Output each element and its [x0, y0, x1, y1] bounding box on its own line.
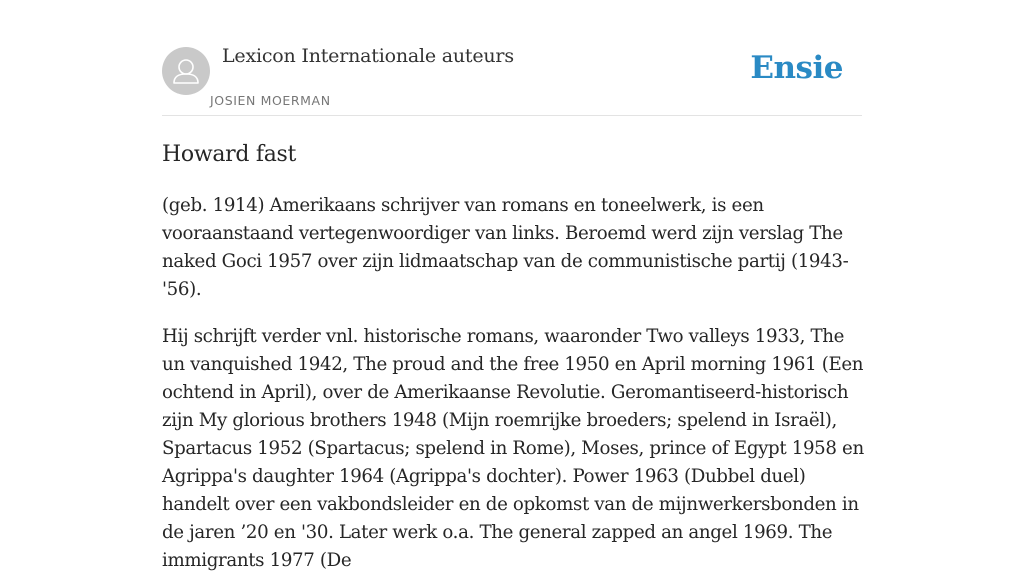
ensie-logo-link[interactable]: Ensie: [750, 50, 843, 86]
author-name-link[interactable]: JOSIEN MOERMAN: [210, 93, 331, 108]
user-silhouette-icon: [162, 47, 210, 95]
article-title: Howard fast: [162, 142, 297, 167]
article-paragraph-2: Hij schrijft verder vnl. historische romans, waaronder Two valleys 1933, The un vanquished 1942, The proud and the free 1950 en April morning 1961 (Een ochtend in April), over de Amerikaanse Revolutie. Geromantiseerd-historisch zijn My glorious brothers 1948 (Mijn roemrijke broeders; spelend in Israël), Spartacus 1952 (Spartacus; spelend in Rome), Moses, prince of Egypt 1958 en Agrippa's daughter 1964 (Agrippa's dochter). Power 1963 (Dubbel duel) handelt over een vakbondsleider en de opkomst van de mijnwerkersbonden in de jaren ’20 en '30. Later werk o.a. The general zapped an angel 1969. The immigrants 1977 (De: [162, 326, 864, 571]
book-title-link[interactable]: Lexicon Internationale auteurs: [222, 45, 514, 67]
article-content: [162, 140, 864, 575]
header: [162, 0, 862, 116]
user-avatar-icon[interactable]: [162, 47, 210, 95]
article-paragraph-1: (geb. 1914) Amerikaans schrijver van romans en toneelwerk, is een vooraanstaand vertegenwoordiger van links. Beroemd werd zijn verslag The naked Goci 1957 over zijn lidmaatschap van de communistische partij (1943-'56).: [162, 195, 849, 300]
